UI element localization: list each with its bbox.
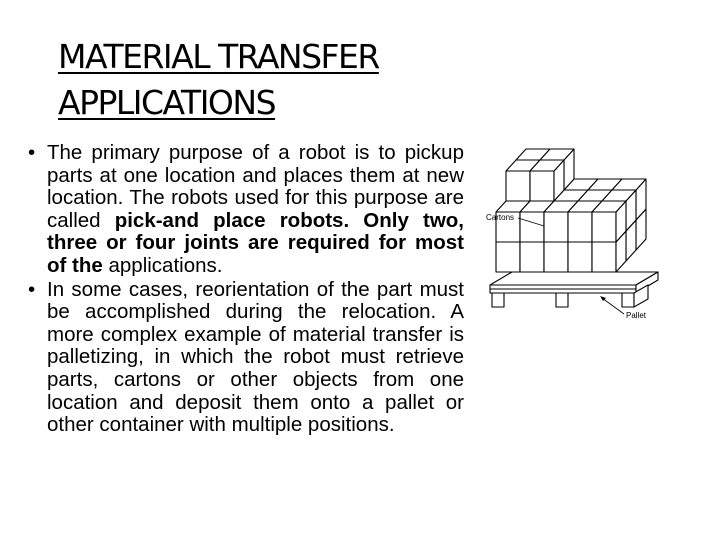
pallet-leader-line <box>602 298 624 314</box>
bullet-1-text: The primary purpose of a robot is to pickup parts at one location and places them at new location. The robots used for this purpose are called <box>47 141 464 232</box>
pallet <box>490 272 658 307</box>
bullet-1-bold-text: pick-and place robots. Only two, three or four joints are required for most of the <box>47 208 464 277</box>
slide-title <box>58 34 478 126</box>
palletizing-figure <box>484 148 684 338</box>
cartons-label: Cartons <box>486 213 515 222</box>
bullet-list <box>28 142 464 437</box>
bullet-1-text-end: applications. <box>102 253 223 277</box>
bullet-item-2: • In some cases, reorientation of the part must be accomplished during the relocation. A more complex example of material transfer is palletizing, in which the robot must retrieve parts, cartons or other objects from one location and deposit them onto a pallet or other container with multiple positions. <box>28 279 464 437</box>
bullet-item-1 <box>28 142 464 278</box>
carton-stack <box>496 149 646 272</box>
title-line-2: APPLICATIONS <box>58 83 276 122</box>
title-line-1: MATERIAL TRANSFER <box>58 37 379 76</box>
pallet-label: Pallet <box>626 311 647 320</box>
